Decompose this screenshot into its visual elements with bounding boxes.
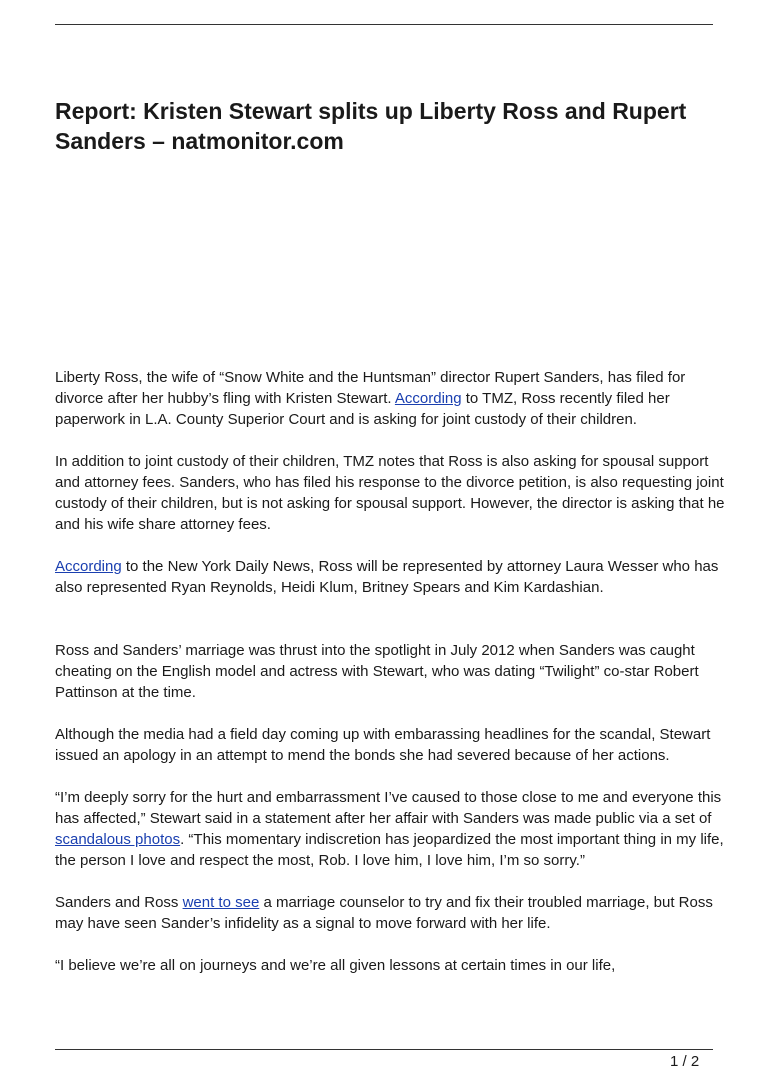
paragraph-8: “I believe we’re all on journeys and we’re all given lessons at certain times in our life, — [55, 957, 616, 974]
paragraph-1: Liberty Ross, the wife of “Snow White and the Huntsman” director Rupert Sanders, has filed for divorce after her hubby’s fling with Kristen Stewart. According to TMZ, Ross recently filed her paperwork in L.A. County Superior Court and is asking for joint custody of their children. — [55, 369, 686, 428]
paragraph-3: According to the New York Daily News, Ross will be represented by attorney Laura Wesser who has also represented Ryan Reynolds, Heidi Klum, Britney Spears and Kim Kardashian. — [55, 558, 719, 596]
paragraph-7: Sanders and Ross went to see a marriage counselor to try and fix their troubled marriage, but Ross may have seen Sander’s infidelity as a signal to move forward with her life. — [55, 894, 713, 932]
article-body — [55, 367, 725, 997]
paragraph-2: In addition to joint custody of their children, TMZ notes that Ross is also asking for spousal support and attorney fees. Sanders, who has filed his response to the divorce petition, is also requesting joint custody of their children, but is not asking for spousal support. However, the director is asking that he and his wife share attorney fees. — [55, 453, 725, 533]
header-rule — [55, 24, 713, 25]
paragraph-5: Although the media had a field day coming up with embarassing headlines for the scandal, Stewart issued an apology in an attempt to mend the bonds she had severed because of her actions. — [55, 726, 711, 764]
page-number: 1 / 2 — [670, 1053, 700, 1070]
according-link-2[interactable]: According — [55, 558, 122, 575]
went-to-see-link[interactable]: went to see — [182, 894, 260, 911]
scandalous-photos-link[interactable]: scandalous photos — [55, 831, 181, 848]
paragraph-4: Ross and Sanders’ marriage was thrust into the spotlight in July 2012 when Sanders was caught cheating on the English model and actress with Stewart, who was dating “Twilight” co-star Robert Pattinson at the time. — [55, 642, 699, 701]
footer-rule — [55, 1049, 713, 1050]
paragraph-6: “I’m deeply sorry for the hurt and embarrassment I’ve caused to those close to me and everyone this has affected,” Stewart said in a statement after her affair with Sanders was made public via a set of scandalous photos. “This momentary indiscretion has jeopardized the most important thing in my life, the person I love and respect the most, Rob. I love him, I love him, I’m so sorry.” — [55, 789, 724, 869]
page-title: Report: Kristen Stewart splits up Liberty Ross and Rupert Sanders – natmonitor.com — [55, 98, 687, 154]
according-link-1[interactable]: According — [394, 390, 462, 407]
